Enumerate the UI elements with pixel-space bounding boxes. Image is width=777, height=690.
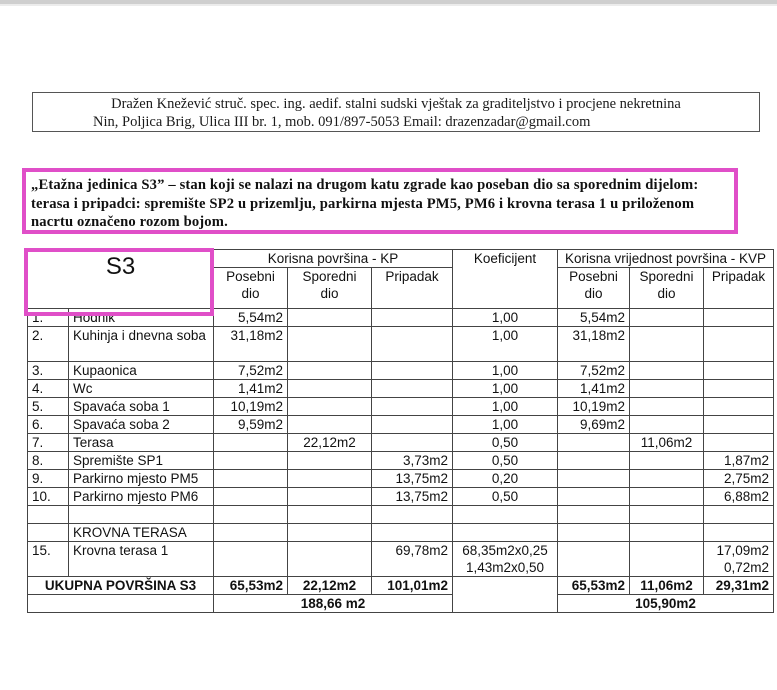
table-row	[28, 506, 774, 524]
room-name-cell: Parkirno mjesto PM6	[69, 488, 214, 506]
table-row	[28, 524, 774, 542]
kp-posebni-cell	[214, 542, 288, 577]
unit-label: S3	[28, 250, 214, 309]
row-number-cell: 4.	[28, 380, 69, 398]
kvp-sporedni-cell	[630, 380, 704, 398]
kp-pripadak-cell	[372, 416, 453, 434]
totals-label: UKUPNA POVRŠINA S3	[28, 577, 214, 595]
header-kp-pripadak: Pripadak	[372, 268, 453, 309]
row-number-cell: 5.	[28, 398, 69, 416]
table-row	[28, 380, 774, 398]
row-number-cell: 10.	[28, 488, 69, 506]
room-name-cell: Spavaća soba 1	[69, 398, 214, 416]
koeficijent-cell: 0,50	[453, 488, 558, 506]
grand-total-kp: 188,66 m2	[214, 595, 453, 613]
kp-pripadak-cell	[372, 524, 453, 542]
kvp-pripadak-cell: 17,09m2 0,72m2	[704, 542, 774, 577]
row-number-cell	[28, 524, 69, 542]
kvp-posebni-cell: 31,18m2	[558, 327, 630, 362]
room-name-cell: Wc	[69, 380, 214, 398]
kp-posebni-cell: 1,41m2	[214, 380, 288, 398]
header-kvp-posebni: Posebni dio	[558, 268, 630, 309]
header-row-1	[28, 250, 774, 268]
row-number-cell: 6.	[28, 416, 69, 434]
header-kp-group: Korisna površina - KP	[214, 250, 453, 268]
kvp-pripadak-cell	[704, 506, 774, 524]
row-number-cell	[28, 506, 69, 524]
room-name-cell: Kupaonica	[69, 362, 214, 380]
kp-pripadak-cell	[372, 434, 453, 452]
kp-sporedni-cell	[288, 488, 372, 506]
header-kvp-group: Korisna vrijednost površina - KVP	[558, 250, 774, 268]
kp-sporedni-cell	[288, 416, 372, 434]
koeficijent-cell	[453, 524, 558, 542]
kvp-sporedni-cell	[630, 488, 704, 506]
table-row	[28, 362, 774, 380]
kvp-posebni-cell	[558, 434, 630, 452]
table-row	[28, 434, 774, 452]
grand-total-empty	[28, 595, 214, 613]
koeficijent-cell: 68,35m2x0,25 1,43m2x0,50	[453, 542, 558, 577]
row-number-cell: 7.	[28, 434, 69, 452]
kp-posebni-cell	[214, 524, 288, 542]
kvp-sporedni-cell	[630, 542, 704, 577]
kp-sporedni-cell	[288, 524, 372, 542]
kp-pripadak-cell	[372, 398, 453, 416]
kvp-posebni-cell	[558, 470, 630, 488]
row-number-cell: 8.	[28, 452, 69, 470]
koeficijent-cell: 1,00	[453, 416, 558, 434]
kp-posebni-cell: 9,59m2	[214, 416, 288, 434]
kp-posebni-cell	[214, 506, 288, 524]
kvp-posebni-cell	[558, 452, 630, 470]
room-name-cell: Kuhinja i dnevna soba	[69, 327, 214, 362]
kvp-posebni-cell	[558, 542, 630, 577]
room-name-cell: Terasa	[69, 434, 214, 452]
kp-pripadak-cell: 13,75m2	[372, 470, 453, 488]
room-name-cell: KROVNA TERASA	[69, 524, 214, 542]
kp-sporedni-cell	[288, 506, 372, 524]
kp-posebni-cell	[214, 452, 288, 470]
koeficijent-cell: 0,50	[453, 452, 558, 470]
table-row	[28, 416, 774, 434]
kvp-pripadak-cell: 6,88m2	[704, 488, 774, 506]
total-kp-sporedni: 22,12m2	[288, 577, 372, 595]
kp-sporedni-cell	[288, 327, 372, 362]
koeficijent-cell: 1,00	[453, 309, 558, 327]
letterhead-line-1: Dražen Knežević struč. spec. ing. aedif. stalni sudski vještak za graditeljstvo i procjene nekretnina	[111, 96, 681, 112]
kvp-sporedni-cell	[630, 416, 704, 434]
grand-total-kvp: 105,90m2	[558, 595, 774, 613]
koeficijent-cell: 1,00	[453, 398, 558, 416]
kvp-sporedni-cell	[630, 362, 704, 380]
letterhead-box	[32, 92, 760, 132]
kvp-sporedni-cell	[630, 470, 704, 488]
table-row	[28, 470, 774, 488]
header-kp-sporedni: Sporedni dio	[288, 268, 372, 309]
kp-posebni-cell	[214, 488, 288, 506]
kp-pripadak-cell	[372, 380, 453, 398]
table-row	[28, 327, 774, 362]
kp-posebni-cell: 7,52m2	[214, 362, 288, 380]
room-name-cell	[69, 506, 214, 524]
total-koef-empty	[453, 577, 558, 613]
window-top-edge-shadow	[0, 4, 777, 6]
kp-sporedni-cell	[288, 398, 372, 416]
koeficijent-cell: 0,20	[453, 470, 558, 488]
kp-pripadak-cell: 13,75m2	[372, 488, 453, 506]
kp-posebni-cell	[214, 470, 288, 488]
kp-sporedni-cell	[288, 309, 372, 327]
kvp-sporedni-cell	[630, 327, 704, 362]
kp-pripadak-cell: 69,78m2	[372, 542, 453, 577]
kvp-posebni-cell: 10,19m2	[558, 398, 630, 416]
kp-sporedni-cell	[288, 452, 372, 470]
koeficijent-cell: 0,50	[453, 434, 558, 452]
kvp-sporedni-cell	[630, 506, 704, 524]
kvp-posebni-cell: 9,69m2	[558, 416, 630, 434]
kp-posebni-cell	[214, 434, 288, 452]
room-name-cell: Parkirno mjesto PM5	[69, 470, 214, 488]
kvp-sporedni-cell	[630, 524, 704, 542]
koeficijent-cell: 1,00	[453, 362, 558, 380]
kvp-posebni-cell: 1,41m2	[558, 380, 630, 398]
grand-totals-row	[28, 595, 774, 613]
header-kp-posebni: Posebni dio	[214, 268, 288, 309]
kvp-pripadak-cell	[704, 416, 774, 434]
room-name-cell: Hodnik	[69, 309, 214, 327]
table-row	[28, 398, 774, 416]
letterhead-line-2: Nin, Poljica Brig, Ulica III br. 1, mob. 091/897-5053 Email: drazenzadar@gmail.com	[93, 114, 591, 130]
kp-sporedni-cell: 22,12m2	[288, 434, 372, 452]
koeficijent-cell	[453, 506, 558, 524]
kvp-posebni-cell	[558, 488, 630, 506]
row-number-cell: 9.	[28, 470, 69, 488]
table-row	[28, 309, 774, 327]
total-kp-pripadak: 101,01m2	[372, 577, 453, 595]
kp-sporedni-cell	[288, 362, 372, 380]
koeficijent-cell: 1,00	[453, 380, 558, 398]
total-kp-posebni: 65,53m2	[214, 577, 288, 595]
kvp-sporedni-cell	[630, 398, 704, 416]
row-number-cell: 2.	[28, 327, 69, 362]
row-number-cell: 3.	[28, 362, 69, 380]
kvp-posebni-cell	[558, 524, 630, 542]
kvp-sporedni-cell	[630, 309, 704, 327]
row-number-cell: 1.	[28, 309, 69, 327]
kvp-sporedni-cell	[630, 452, 704, 470]
kp-pripadak-cell	[372, 327, 453, 362]
room-name-cell: Spremište SP1	[69, 452, 214, 470]
total-kvp-sporedni: 11,06m2	[630, 577, 704, 595]
table-row	[28, 488, 774, 506]
kvp-posebni-cell: 5,54m2	[558, 309, 630, 327]
header-kvp-pripadak: Pripadak	[704, 268, 774, 309]
kvp-posebni-cell	[558, 506, 630, 524]
kvp-pripadak-cell	[704, 434, 774, 452]
kvp-posebni-cell: 7,52m2	[558, 362, 630, 380]
row-number-cell: 15.	[28, 542, 69, 577]
kp-posebni-cell: 5,54m2	[214, 309, 288, 327]
kp-pripadak-cell	[372, 309, 453, 327]
room-name-cell: Krovna terasa 1	[69, 542, 214, 577]
kp-pripadak-cell	[372, 362, 453, 380]
kvp-pripadak-cell	[704, 380, 774, 398]
header-kvp-sporedni: Sporedni dio	[630, 268, 704, 309]
kp-posebni-cell: 31,18m2	[214, 327, 288, 362]
kp-sporedni-cell	[288, 470, 372, 488]
unit-description-box: „Etažna jedinica S3” – stan koji se nalazi na drugom katu zgrade kao poseban dio sa sporednim dijelom: terasa i pripadci: spremište SP2 u prizemlju, parkirna mjesta PM5, PM6 i krovna terasa 1 u priloženom nacrtu označeno rozom bojom.	[22, 168, 738, 234]
total-kvp-posebni: 65,53m2	[558, 577, 630, 595]
kvp-pripadak-cell: 2,75m2	[704, 470, 774, 488]
table-row	[28, 542, 774, 577]
kvp-sporedni-cell: 11,06m2	[630, 434, 704, 452]
kvp-pripadak-cell	[704, 524, 774, 542]
kp-pripadak-cell	[372, 506, 453, 524]
kvp-pripadak-cell	[704, 327, 774, 362]
kp-sporedni-cell	[288, 542, 372, 577]
totals-row	[28, 577, 774, 595]
kp-pripadak-cell: 3,73m2	[372, 452, 453, 470]
area-table	[27, 249, 774, 613]
header-koeficijent: Koeficijent	[453, 250, 558, 309]
koeficijent-cell: 1,00	[453, 327, 558, 362]
kvp-pripadak-cell	[704, 398, 774, 416]
total-kvp-pripadak: 29,31m2	[704, 577, 774, 595]
kvp-pripadak-cell: 1,87m2	[704, 452, 774, 470]
kp-sporedni-cell	[288, 380, 372, 398]
kvp-pripadak-cell	[704, 309, 774, 327]
kvp-pripadak-cell	[704, 362, 774, 380]
room-name-cell: Spavaća soba 2	[69, 416, 214, 434]
table-row	[28, 452, 774, 470]
kp-posebni-cell: 10,19m2	[214, 398, 288, 416]
